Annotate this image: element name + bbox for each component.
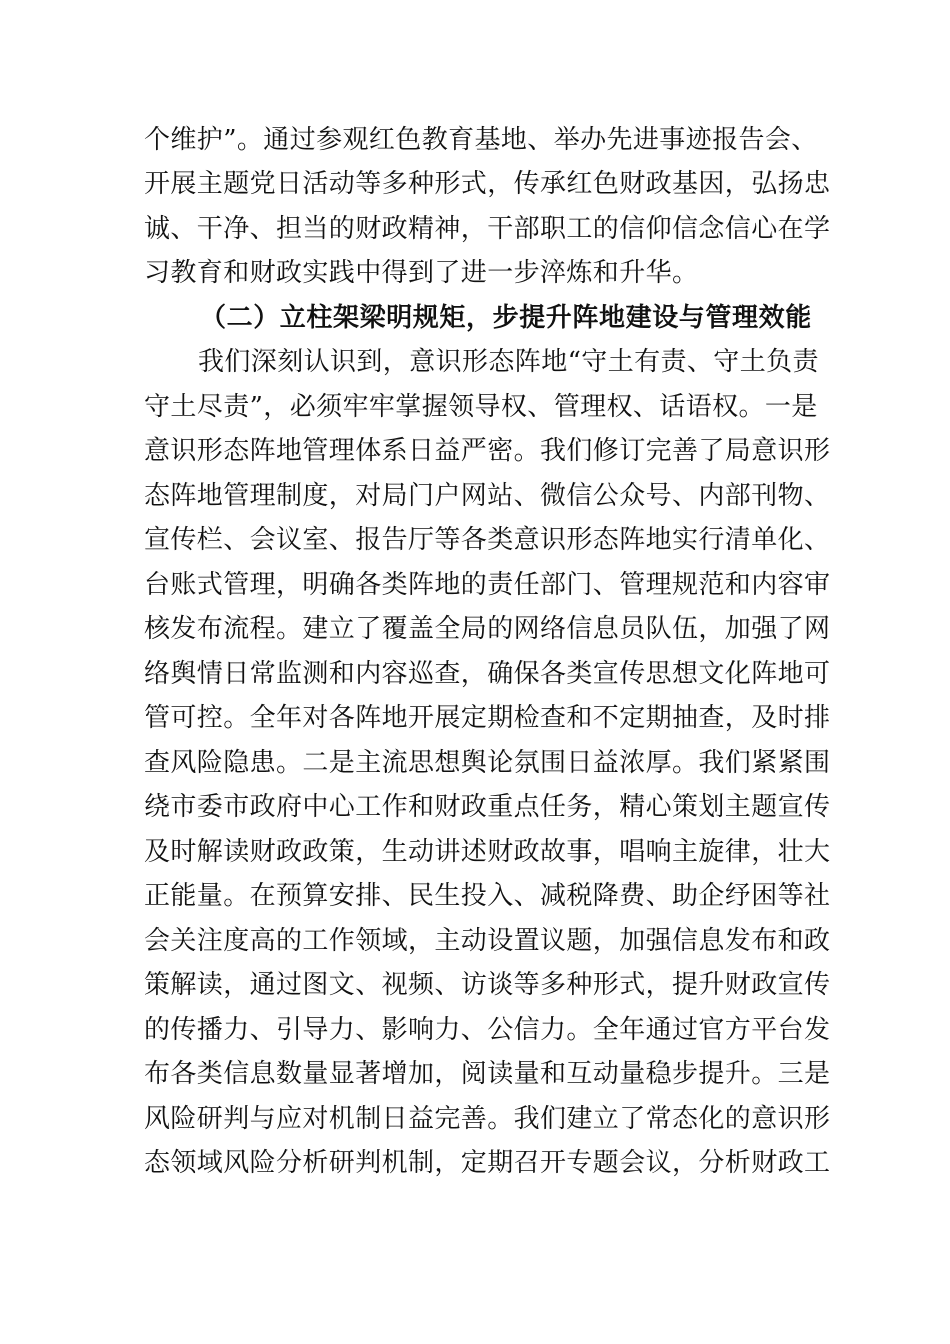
paragraph-1-line-2: 开展主题党日活动等多种形式，传承红色财政基因，弘扬忠 bbox=[144, 169, 831, 199]
paragraph-2-line-13: 正能量。在预算安排、民生投入、减税降费、助企纾困等社 bbox=[144, 881, 831, 911]
paragraph-2-line-6: 台账式管理，明确各类阵地的责任部门、管理规范和内容审 bbox=[144, 570, 831, 600]
paragraph-2-line-2: 守土尽责”，必须牢牢掌握领导权、管理权、话语权。一是 bbox=[144, 392, 818, 422]
paragraph-2-line-14: 会关注度高的工作领域，主动设置议题，加强信息发布和政 bbox=[144, 926, 831, 956]
paragraph-2-line-1: 我们深刻认识到，意识形态阵地“守土有责、守土负责 bbox=[198, 347, 819, 377]
paragraph-2-line-7: 核发布流程。建立了覆盖全局的网络信息员队伍，加强了网 bbox=[144, 614, 831, 644]
paragraph-2-line-11: 绕市委市政府中心工作和财政重点任务，精心策划主题宣传 bbox=[144, 792, 831, 822]
paragraph-1-line-3: 诚、干净、担当的财政精神，干部职工的信仰信念信心在学 bbox=[144, 214, 831, 244]
paragraph-2-line-15: 策解读，通过图文、视频、访谈等多种形式，提升财政宣传 bbox=[144, 970, 831, 1000]
paragraph-2-line-18: 风险研判与应对机制日益完善。我们建立了常态化的意识形 bbox=[144, 1104, 831, 1134]
paragraph-2-line-5: 宣传栏、会议室、报告厅等各类意识形态阵地实行清单化、 bbox=[144, 525, 831, 555]
paragraph-2-line-4: 态阵地管理制度，对局门户网站、微信公众号、内部刊物、 bbox=[144, 481, 831, 511]
paragraph-2-line-3: 意识形态阵地管理体系日益严密。我们修订完善了局意识形 bbox=[144, 436, 831, 466]
section-heading: （二）立柱架梁明规矩，步提升阵地建设与管理效能 bbox=[200, 303, 812, 333]
paragraph-2-line-17: 布各类信息数量显著增加，阅读量和互动量稳步提升。三是 bbox=[144, 1059, 831, 1089]
paragraph-2-line-19: 态领域风险分析研判机制，定期召开专题会议，分析财政工 bbox=[144, 1148, 831, 1178]
paragraph-1-line-4: 习教育和财政实践中得到了进一步淬炼和升华。 bbox=[144, 258, 699, 288]
paragraph-2-line-8: 络舆情日常监测和内容巡查，确保各类宣传思想文化阵地可 bbox=[144, 659, 831, 689]
paragraph-1-line-1: 个维护”。通过参观红色教育基地、举办先进事迹报告会、 bbox=[144, 125, 818, 155]
paragraph-2-line-10: 查风险隐患。二是主流思想舆论氛围日益浓厚。我们紧紧围 bbox=[144, 748, 831, 778]
paragraph-2-line-9: 管可控。全年对各阵地开展定期检查和不定期抽查，及时排 bbox=[144, 703, 831, 733]
paragraph-2-line-12: 及时解读财政政策，生动讲述财政故事，唱响主旋律，壮大 bbox=[144, 837, 831, 867]
paragraph-2-line-16: 的传播力、引导力、影响力、公信力。全年通过官方平台发 bbox=[144, 1015, 831, 1045]
